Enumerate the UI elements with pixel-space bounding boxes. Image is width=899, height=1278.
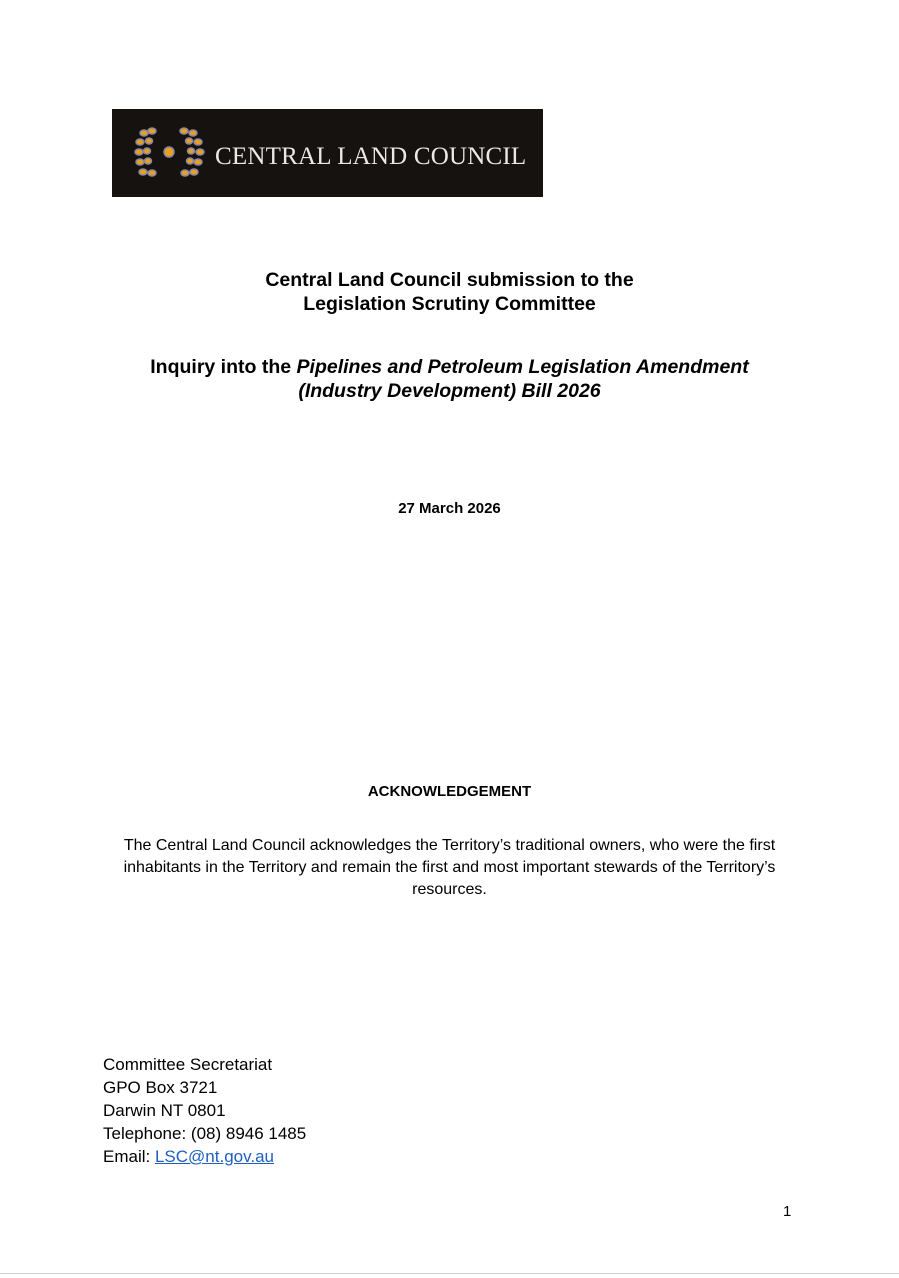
contact-address: GPO Box 3721 (103, 1078, 218, 1097)
inquiry-line-2 (0, 379, 899, 403)
title-line-1: Central Land Council submission to the (265, 269, 634, 291)
inquiry-line-1 (0, 355, 899, 379)
contact-name: Committee Secretariat (103, 1055, 273, 1074)
submission-date: 27 March 2026 (398, 500, 501, 517)
contact-city: Darwin NT 0801 (103, 1101, 226, 1120)
document-title (0, 268, 899, 316)
page-number: 1 (783, 1203, 792, 1220)
contact-block (103, 1053, 306, 1168)
acknowledgement-heading: ACKNOWLEDGEMENT (367, 783, 532, 800)
email-label: Email: (103, 1147, 155, 1166)
inquiry-title (0, 355, 899, 403)
contact-email-row (103, 1145, 306, 1168)
central-land-council-logo (112, 109, 543, 197)
email-link[interactable]: LSC@nt.gov.au (154, 1147, 274, 1166)
page-bottom-divider (0, 1273, 899, 1274)
title-line-2: Legislation Scrutiny Committee (303, 293, 596, 315)
bill-name-part-1: Pipelines and Petroleum Legislation Amendment (296, 356, 749, 378)
inquiry-prefix: Inquiry into the (150, 356, 297, 378)
acknowledgement-text: The Central Land Council acknowledges the Territory’s traditional owners, who were the first inhabitants in the Territory and remain the first and most important stewards of the Territory’s resources. (123, 837, 776, 898)
bill-name-part-2: (Industry Development) Bill 2026 (298, 380, 601, 402)
logo-emblem-icon (134, 125, 206, 181)
logo-text: CENTRAL LAND COUNCIL (215, 143, 527, 170)
contact-telephone: Telephone: (08) 8946 1485 (103, 1124, 307, 1143)
